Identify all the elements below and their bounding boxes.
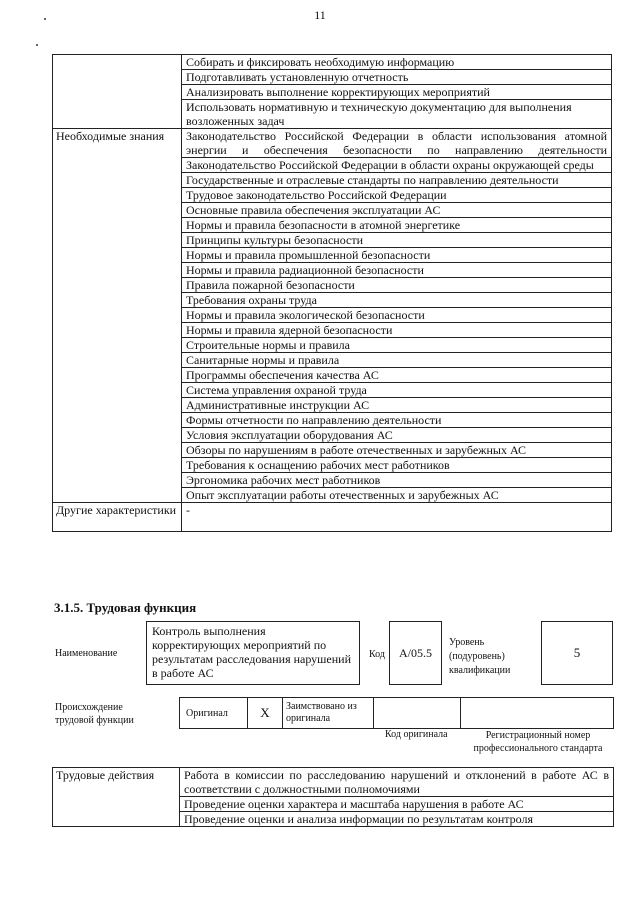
borrowed-label: Заимствовано из оригинала bbox=[283, 698, 374, 729]
table-cell: Программы обеспечения качества АС bbox=[182, 368, 612, 383]
table-row bbox=[180, 698, 614, 729]
code-label: Код bbox=[369, 649, 385, 660]
table-cell: Строительные нормы и правила bbox=[182, 338, 612, 353]
table-cell: - bbox=[182, 503, 612, 532]
table-cell: Нормы и правила экологической безопасности bbox=[182, 308, 612, 323]
level-value-box: 5 bbox=[541, 621, 613, 685]
table-cell: Правила пожарной безопасности bbox=[182, 278, 612, 293]
table-row bbox=[53, 129, 612, 158]
origin-label: Происхождение трудовой функции bbox=[55, 702, 134, 726]
table-row bbox=[53, 768, 614, 797]
table-cell: Государственные и отраслевые стандарты по направлению деятельности bbox=[182, 173, 612, 188]
original-label: Оригинал bbox=[180, 698, 248, 729]
table-cell bbox=[180, 768, 614, 797]
table-cell: Использовать нормативную и техническую документацию для выполнения возложенных задач bbox=[182, 100, 612, 129]
table-cell: Требования к оснащению рабочих мест работников bbox=[182, 458, 612, 473]
code-value-box: A/05.5 bbox=[389, 621, 442, 685]
name-value-box: Контроль выполнения корректирующих мероприятий по результатам расследования нарушений в работе АС bbox=[146, 621, 360, 685]
table-cell: Проведение оценки характера и масштаба нарушения в работе АС bbox=[180, 797, 614, 812]
table-cell: Система управления охраной труда bbox=[182, 383, 612, 398]
row-label-knowledge: Необходимые знания bbox=[53, 129, 182, 503]
reg-caption: Регистрационный номер профессионального стандарта bbox=[473, 730, 603, 754]
row-label-labor: Трудовые действия bbox=[53, 768, 180, 827]
table-cell: Условия эксплуатации оборудования АС bbox=[182, 428, 612, 443]
table-cell: Санитарные нормы и правила bbox=[182, 353, 612, 368]
table-cell: Проведение оценки и анализа информации по результатам контроля bbox=[180, 812, 614, 827]
table-cell: Формы отчетности по направлению деятельности bbox=[182, 413, 612, 428]
name-label: Наименование bbox=[55, 648, 118, 659]
table-cell: Административные инструкции АС bbox=[182, 398, 612, 413]
level-label: Уровень (подуровень) квалификации bbox=[449, 637, 511, 676]
table-row bbox=[53, 503, 612, 532]
labor-action-text: Работа в комиссии по расследованию нарушений и отклонений в работе АС в соответствии с должностными полномочиями bbox=[184, 768, 609, 796]
table-cell: Опыт эксплуатации работы отечественных и зарубежных АС bbox=[182, 488, 612, 503]
table-cell: Требования охраны труда bbox=[182, 293, 612, 308]
scan-speck bbox=[36, 44, 38, 46]
table-cell: Нормы и правила радиационной безопасности bbox=[182, 263, 612, 278]
original-code-cell bbox=[374, 698, 461, 729]
skills-knowledge-table bbox=[52, 54, 612, 532]
page-number: 11 bbox=[314, 8, 326, 22]
table-cell: Принципы культуры безопасности bbox=[182, 233, 612, 248]
table-cell: Трудовое законодательство Российской Федерации bbox=[182, 188, 612, 203]
table-cell: Анализировать выполнение корректирующих мероприятий bbox=[182, 85, 612, 100]
reg-number-cell bbox=[461, 698, 614, 729]
table-cell: Эргономика рабочих мест работников bbox=[182, 473, 612, 488]
table-cell: Подготавливать установленную отчетность bbox=[182, 70, 612, 85]
table-cell: Законодательство Российской Федерации в области охраны окружающей среды bbox=[182, 158, 612, 173]
table-cell: Обзоры по нарушениям в работе отечественных и зарубежных АС bbox=[182, 443, 612, 458]
origin-table bbox=[179, 697, 614, 729]
original-mark: X bbox=[248, 698, 283, 729]
labor-actions-table bbox=[52, 767, 614, 827]
table-cell: Нормы и правила безопасности в атомной энергетике bbox=[182, 218, 612, 233]
section-title: 3.1.5. Трудовая функция bbox=[54, 600, 197, 615]
table-cell: Основные правила обеспечения эксплуатации АС bbox=[182, 203, 612, 218]
table-cell: Нормы и правила ядерной безопасности bbox=[182, 323, 612, 338]
table-cell: Нормы и правила промышленной безопасности bbox=[182, 248, 612, 263]
table-cell: Законодательство Российской Федерации в области использования атомной энергии и обеспечения безопасности по направлению деятельности bbox=[182, 129, 612, 158]
table-cell: Собирать и фиксировать необходимую информацию bbox=[182, 55, 612, 70]
row-label bbox=[53, 55, 182, 129]
row-label-other: Другие характеристики bbox=[53, 503, 182, 532]
table-row bbox=[53, 55, 612, 70]
code-caption: Код оригинала bbox=[385, 729, 448, 740]
